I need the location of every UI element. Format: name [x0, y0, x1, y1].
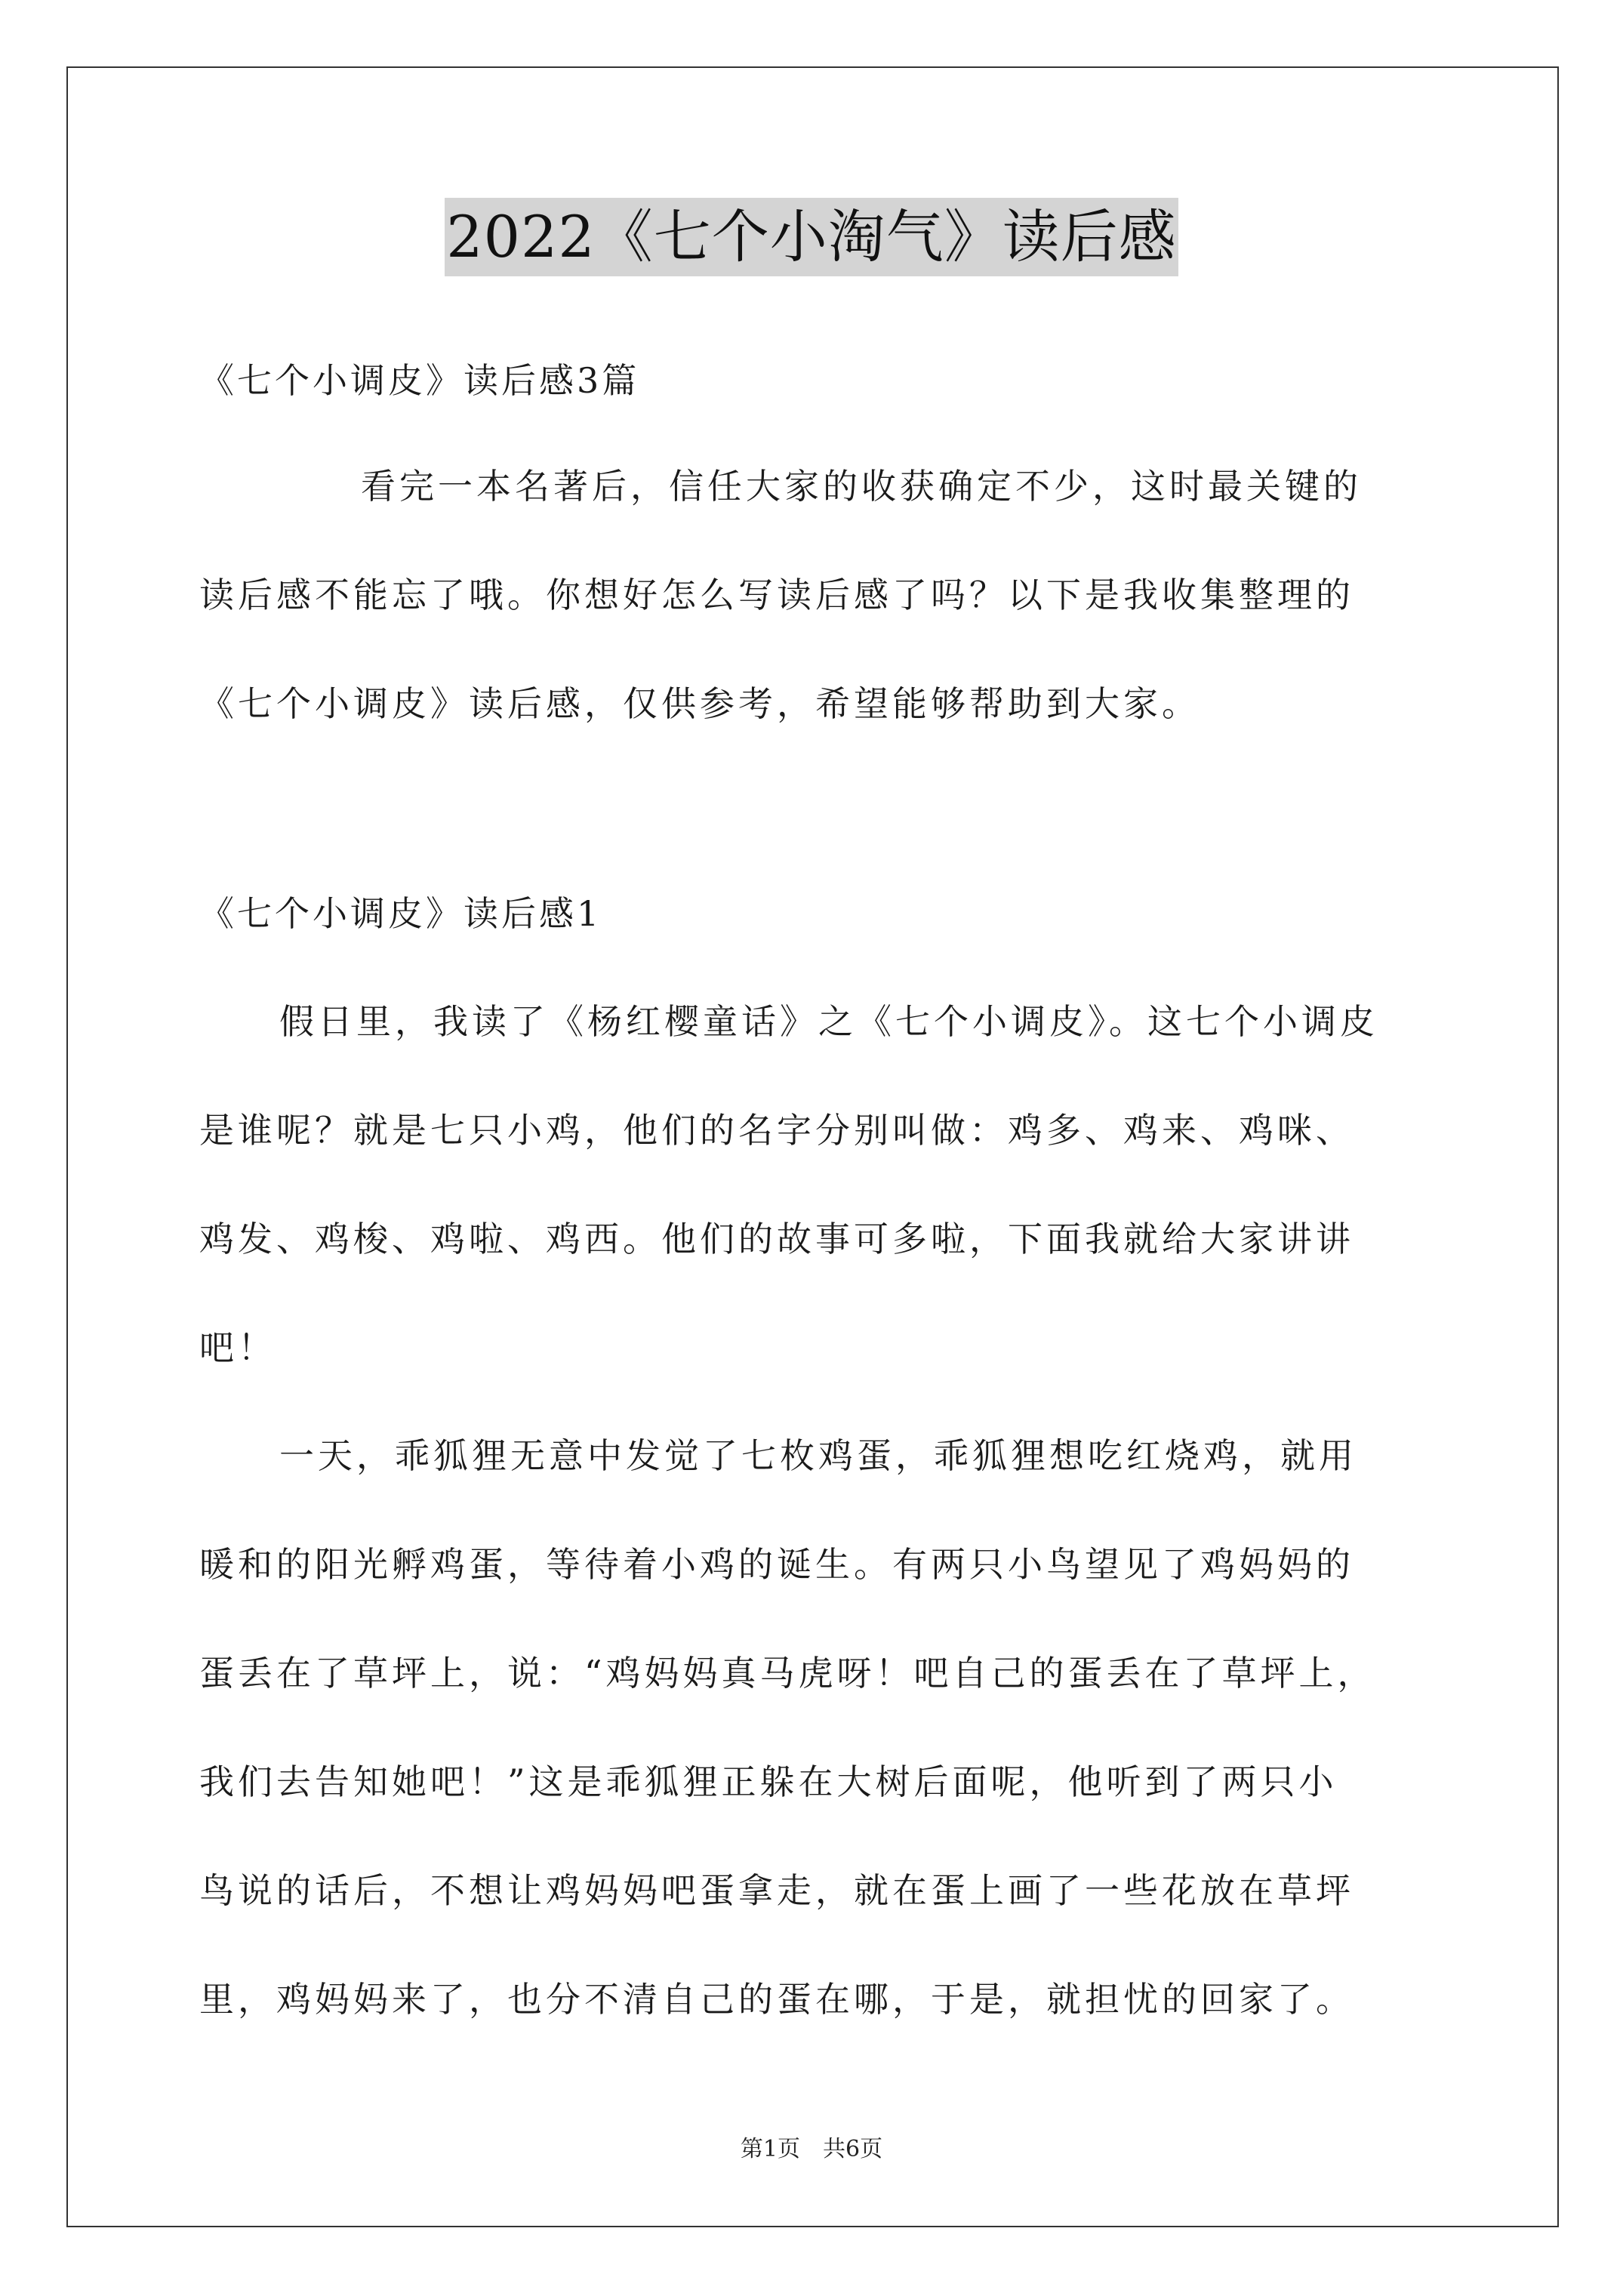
paragraph-line: 我们去告知她吧！”这是乖狐狸正躲在大树后面呢，他听到了两只小: [199, 1761, 1338, 1802]
page-footer: 第1页 共6页: [740, 2136, 883, 2162]
paragraph-line: 蛋丢在了草坪上，说：“鸡妈妈真马虎呀！吧自己的蛋丢在了草坪上，: [199, 1653, 1376, 1693]
paragraph-line: 里，鸡妈妈来了，也分不清自己的蛋在哪，于是，就担忧的回家了。: [199, 1979, 1354, 2020]
intro-line: 读后感不能忘了哦。你想好怎么写读后感了吗？以下是我收集整理的: [199, 575, 1354, 615]
intro-line: 《七个小调皮》读后感，仅供参考，希望能够帮助到大家。: [199, 683, 1200, 724]
paragraph-line: 假日里，我读了《杨红樱童话》之《七个小调皮》。这七个小调皮: [279, 1001, 1378, 1042]
paragraph-line: 吧！: [199, 1327, 276, 1368]
paragraph-line: 鸟说的话后，不想让鸡妈妈吧蛋拿走，就在蛋上画了一些花放在草坪: [199, 1870, 1354, 1911]
title-container: [0, 198, 1623, 276]
paragraph-line: 暖和的阳光孵鸡蛋，等待着小鸡的诞生。有两只小鸟望见了鸡妈妈的: [199, 1544, 1354, 1585]
paragraph-line: 一天，乖狐狸无意中发觉了七枚鸡蛋，乖狐狸想吃红烧鸡，就用: [279, 1435, 1357, 1476]
intro-line: 看完一本名著后，信任大家的收获确定不少，这时最关键的: [361, 466, 1362, 507]
section-heading: 《七个小调皮》读后感1: [199, 893, 602, 934]
document-title: 2022《七个小淘气》读后感: [445, 198, 1178, 276]
paragraph-line: 是谁呢？就是七只小鸡，他们的名字分别叫做：鸡多、鸡来、鸡咪、: [199, 1110, 1354, 1151]
paragraph-line: 鸡发、鸡梭、鸡啦、鸡西。他们的故事可多啦，下面我就给大家讲讲: [199, 1219, 1354, 1259]
document-subtitle: 《七个小调皮》读后感3篇: [199, 360, 640, 401]
